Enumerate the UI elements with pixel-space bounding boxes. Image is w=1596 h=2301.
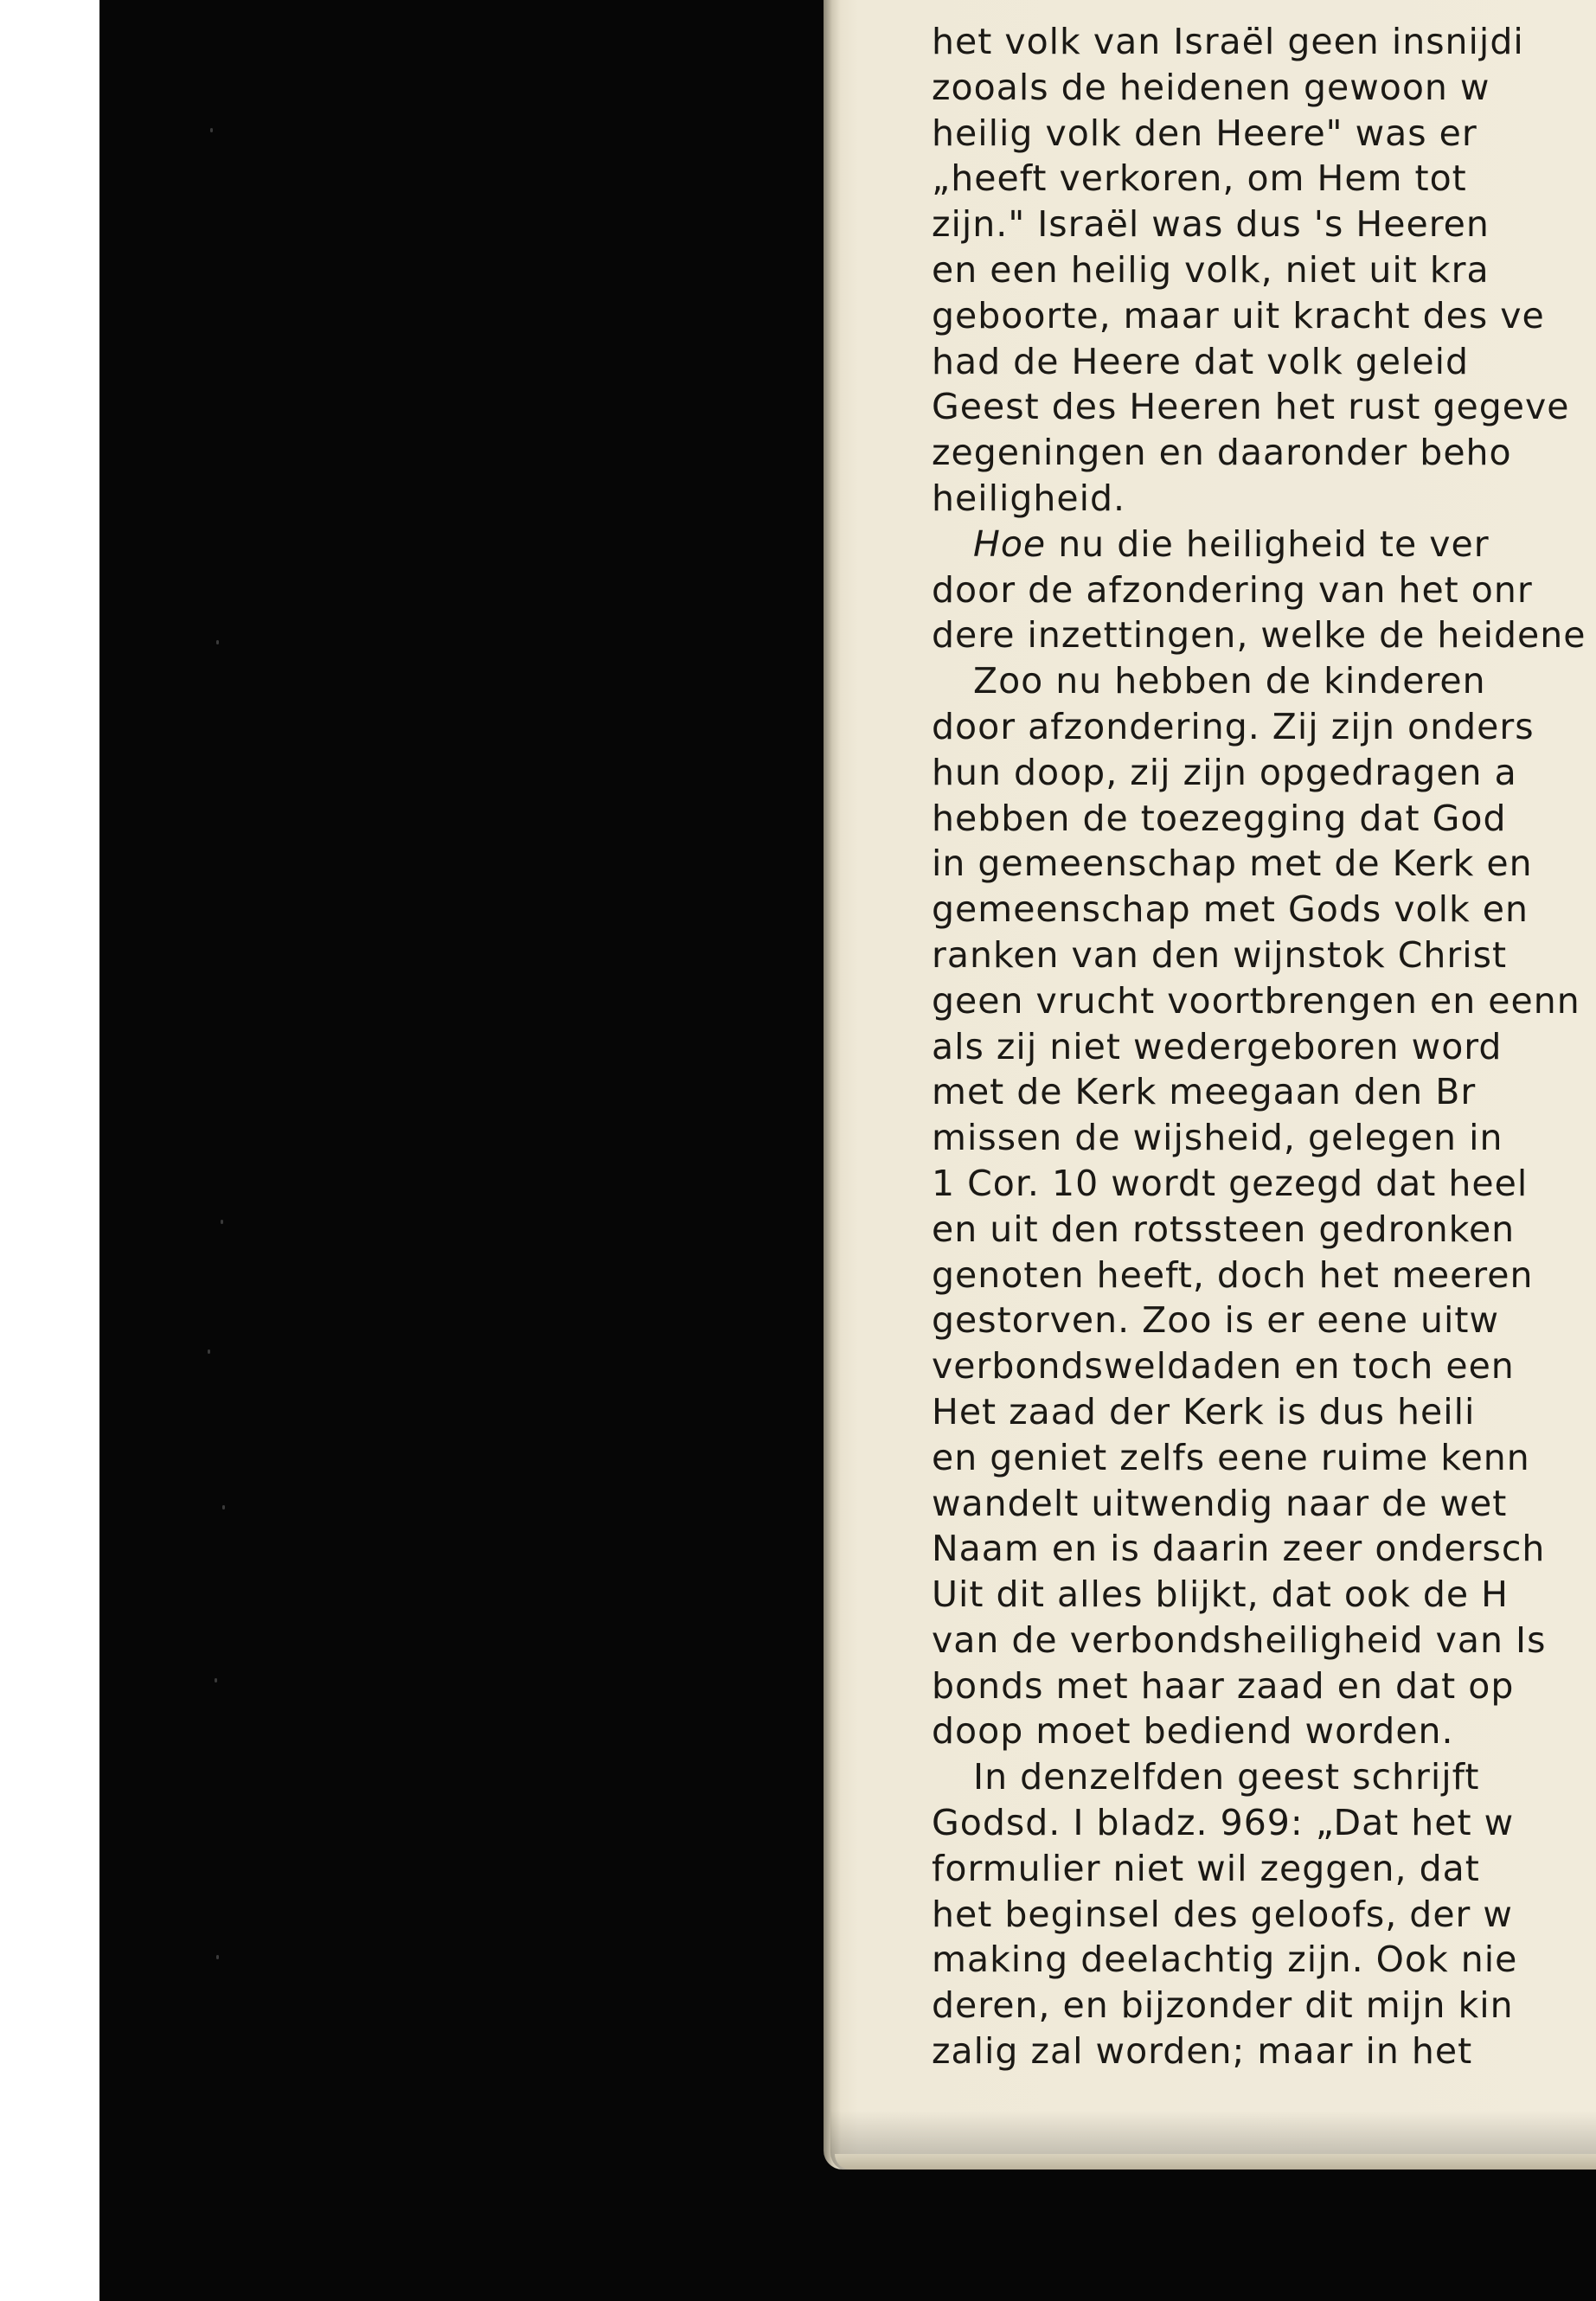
text-line [932, 887, 1596, 933]
text-line [932, 750, 1596, 796]
text-line [932, 202, 1596, 247]
line-text: ranken van den wijnstok Christ [932, 933, 1508, 976]
dust-speck [216, 640, 219, 644]
line-text: wandelt uitwendig naar de wet [932, 1482, 1508, 1524]
text-line [932, 476, 1596, 522]
text-line [932, 1115, 1596, 1161]
text-line [932, 978, 1596, 1024]
text-line [932, 1389, 1596, 1435]
text-line [932, 1846, 1596, 1892]
text-line [932, 1754, 1596, 1800]
line-text: genoten heeft, doch het meeren [932, 1253, 1534, 1296]
line-text: 1 Cor. 10 wordt gezegd dat heel [932, 1162, 1529, 1204]
line-text: door de afzondering van het onr [932, 568, 1533, 611]
line-text: doop moet bediend worden. [932, 1710, 1454, 1753]
line-text: met de Kerk meegaan den Br [932, 1071, 1477, 1113]
text-line [932, 111, 1596, 157]
line-text: in gemeenschap met de Kerk en [932, 843, 1533, 885]
line-text: Godsd. I bladz. 969: „Dat het w [932, 1802, 1515, 1844]
text-line [932, 1983, 1596, 2029]
line-text: had de Heere dat volk geleid [932, 340, 1469, 382]
line-text: als zij niet wedergeboren word [932, 1025, 1503, 1067]
text-line [932, 65, 1596, 111]
text-line [932, 1207, 1596, 1253]
text-line [932, 1572, 1596, 1618]
text-line [932, 522, 1596, 567]
line-text: dere inzettingen, welke de heidene [932, 614, 1586, 657]
dust-speck [215, 1678, 217, 1682]
text-line [932, 1892, 1596, 1938]
line-text: Naam en is daarin zeer ondersch [932, 1528, 1546, 1570]
dust-speck [210, 128, 213, 132]
text-line [932, 384, 1596, 430]
text-line [932, 1481, 1596, 1527]
dust-speck [216, 1955, 219, 1959]
line-text: zooals de heidenen gewoon w [932, 66, 1490, 108]
text-line [932, 612, 1596, 658]
text-line [932, 1253, 1596, 1298]
text-line [932, 1800, 1596, 1846]
dust-speck [208, 1349, 210, 1354]
line-text: en geniet zelfs eene ruime kenn [932, 1436, 1530, 1478]
line-text: gemeenschap met Gods volk en [932, 888, 1529, 931]
text-line [932, 567, 1596, 613]
text-line [932, 658, 1596, 704]
text-line [932, 1618, 1596, 1663]
text-line [932, 293, 1596, 339]
text-line [932, 430, 1596, 476]
line-text: zijn." Israël was dus 's Heeren [932, 203, 1490, 246]
line-text: verbondsweldaden en toch een [932, 1345, 1515, 1388]
page-bottom-curl [835, 2154, 1596, 2170]
line-text: het beginsel des geloofs, der w [932, 1893, 1513, 1935]
text-line [932, 156, 1596, 202]
text-line [932, 1069, 1596, 1115]
text-line [932, 2029, 1596, 2074]
line-text: deren, en bijzonder dit mijn kin [932, 1984, 1514, 2027]
text-line [932, 1161, 1596, 1207]
italic-lead-word: Hoe [973, 522, 1047, 565]
text-line [932, 796, 1596, 842]
text-line [932, 1663, 1596, 1709]
line-text: hebben de toezegging dat God [932, 797, 1507, 839]
line-text: geboorte, maar uit kracht des ve [932, 294, 1545, 336]
line-text: geen vrucht voortbrengen en eenn [932, 979, 1580, 1022]
line-text: zalig zal worden; maar in het [932, 2030, 1473, 2073]
line-text: heilig volk den Heere" was er [932, 112, 1477, 154]
text-line [932, 1708, 1596, 1754]
text-line [932, 1024, 1596, 1070]
line-text: het volk van Israël geen insnijdi [932, 21, 1524, 62]
text-line [932, 1526, 1596, 1572]
line-text: missen de wijsheid, gelegen in [932, 1117, 1503, 1159]
line-text: In denzelfden geest schrijft [973, 1756, 1480, 1798]
dust-speck [221, 1220, 223, 1224]
text-line [932, 1298, 1596, 1343]
text-line [932, 933, 1596, 978]
dust-speck [222, 1505, 225, 1509]
line-text: Zoo nu hebben de kinderen [973, 660, 1486, 702]
text-line [932, 1435, 1596, 1481]
page-text [932, 19, 1596, 2074]
line-text: „heeft verkoren, om Hem tot [932, 157, 1467, 200]
line-text: en uit den rotssteen gedronken [932, 1208, 1516, 1250]
line-text: van de verbondsheiligheid van Is [932, 1618, 1547, 1661]
text-line [932, 841, 1596, 887]
line-text: Het zaad der Kerk is dus heili [932, 1390, 1476, 1433]
line-text: gestorven. Zoo is er eene uitw [932, 1299, 1500, 1342]
text-line [932, 1937, 1596, 1983]
line-text: nu die heiligheid te ver [1058, 522, 1490, 565]
line-text: making deelachtig zijn. Ook nie [932, 1939, 1518, 1981]
text-line [932, 704, 1596, 750]
text-line [932, 339, 1596, 385]
line-text: Uit dit alles blijkt, dat ook de H [932, 1574, 1509, 1616]
line-text: formulier niet wil zeggen, dat [932, 1847, 1480, 1889]
line-text: heiligheid. [932, 477, 1126, 519]
line-text: zegeningen en daaronder beho [932, 432, 1512, 474]
line-text: hun doop, zij zijn opgedragen a [932, 751, 1517, 793]
text-line [932, 19, 1596, 65]
line-text: en een heilig volk, niet uit kra [932, 248, 1490, 291]
line-text: door afzondering. Zij zijn onders [932, 705, 1535, 747]
text-line [932, 247, 1596, 293]
text-line [932, 1343, 1596, 1389]
line-text: bonds met haar zaad en dat op [932, 1664, 1515, 1707]
line-text: Geest des Heeren het rust gegeve [932, 386, 1570, 428]
